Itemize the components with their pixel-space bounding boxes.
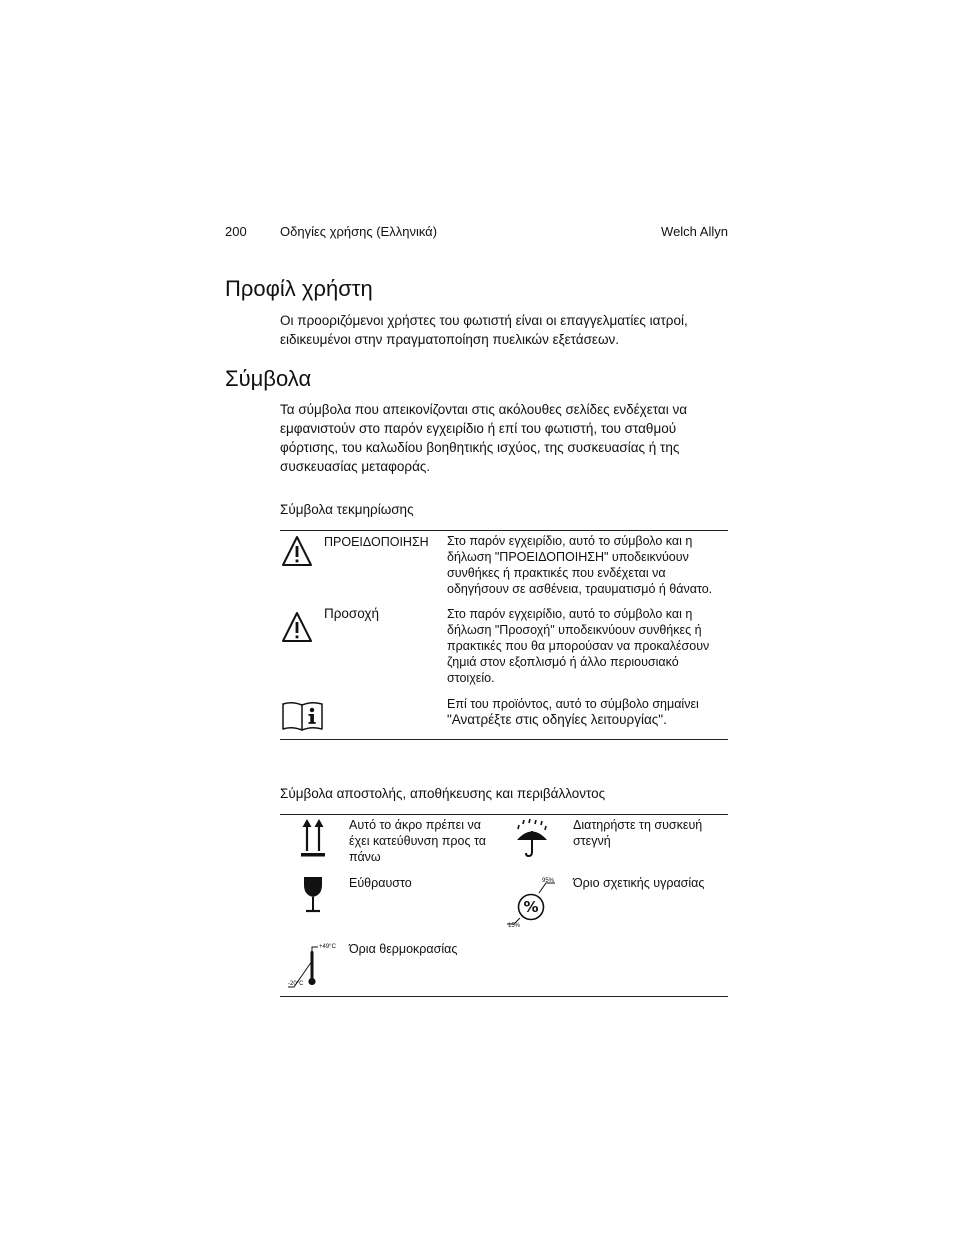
page-number: 200 xyxy=(225,224,247,239)
section-title-symbols: Σύμβολα xyxy=(225,366,312,391)
this-way-up-icon xyxy=(299,818,327,858)
shipping-symbols-caption: Σύμβολα αποστολής, αποθήκευσης και περιβάλλοντος xyxy=(280,786,606,801)
documentation-symbols-caption: Σύμβολα τεκμηρίωσης xyxy=(280,502,414,517)
description-line: οδηγήσουν σε ασθένεια, τραυματισμό ή θάνατο. xyxy=(447,582,713,596)
brand-name: Welch Allyn xyxy=(661,224,728,239)
section-title-user-profile: Προφίλ χρήστη xyxy=(225,276,373,301)
document-title: Οδηγίες χρήσης (Ελληνικά) xyxy=(280,224,438,239)
symbol-description-keep-dry xyxy=(573,817,723,849)
symbol-description-temperature: Όρια θερμοκρασίας xyxy=(349,942,458,956)
humidity-upper-limit: 95% xyxy=(542,878,555,884)
symbols-intro-paragraph xyxy=(280,400,730,476)
symbol-description-this-way-up xyxy=(349,817,499,865)
thermometer-icon xyxy=(286,941,342,991)
paragraph-line: Οι προοριζόμενοι χρήστες του φωτιστή είναι οι επαγγελματίες ιατροί, xyxy=(280,313,688,328)
description-line: πρακτικές που θα μπορούσαν να προκαλέσουν xyxy=(447,639,710,653)
description-line: έχει κατεύθυνση προς τα xyxy=(349,834,486,848)
description-line: πάνω xyxy=(349,850,381,864)
description-line: στοιχείο. xyxy=(447,671,495,685)
description-line: συνθήκες ή πρακτικές που ενδέχεται να xyxy=(447,566,666,580)
description-line: Στο παρόν εγχειρίδιο, αυτό το σύμβολο και η xyxy=(447,534,693,548)
description-line: στεγνή xyxy=(573,834,611,848)
svg-text:%: % xyxy=(523,898,539,916)
umbrella-icon xyxy=(514,818,550,858)
temperature-upper-limit: +49°C xyxy=(319,944,336,950)
description-line: Στο παρόν εγχειρίδιο, αυτό το σύμβολο και η xyxy=(447,607,693,621)
table-top-rule xyxy=(280,814,728,815)
user-profile-paragraph xyxy=(280,311,730,349)
symbol-label-warning: ΠΡΟΕΙΔΟΠΟΙΗΣΗ xyxy=(324,535,429,549)
symbol-label-caution: Προσοχή xyxy=(324,606,380,621)
paragraph-line: Τα σύμβολα που απεικονίζονται στις ακόλουθες σελίδες ενδέχεται να xyxy=(280,402,688,417)
table-top-rule xyxy=(280,530,728,531)
description-line: Διατηρήστε τη συσκευή xyxy=(573,818,703,832)
warning-triangle-icon xyxy=(281,535,313,567)
symbol-description-warning xyxy=(447,533,727,597)
paragraph-line: εμφανιστούν στο παρόν εγχειρίδιο ή επί του φωτιστή, του σταθμού xyxy=(280,421,677,436)
humidity-lower-limit: 15% xyxy=(508,923,521,929)
paragraph-line: φόρτισης, του καλωδίου βοηθητικής ισχύος, της συσκευασίας ή της xyxy=(280,440,680,455)
humidity-limit-icon xyxy=(505,876,561,932)
description-line: Επί του προϊόντος, αυτό το σύμβολο σημαίνει xyxy=(447,697,699,711)
symbol-description-fragile: Εύθραυστο xyxy=(349,876,412,890)
symbol-description-caution xyxy=(447,606,727,686)
consult-instructions-icon xyxy=(281,700,325,732)
paragraph-line: συσκευασίας μεταφοράς. xyxy=(280,459,431,474)
symbol-description-humidity: Όριο σχετικής υγρασίας xyxy=(573,876,705,890)
table-bottom-rule xyxy=(280,996,728,997)
caution-triangle-icon xyxy=(281,611,313,643)
fragile-glass-icon xyxy=(302,876,324,914)
description-line: δήλωση "Προσοχή" υποδεικνύουν συνθήκες ή xyxy=(447,623,702,637)
temperature-lower-limit: -20°C xyxy=(288,981,304,987)
description-line: Αυτό το άκρο πρέπει να xyxy=(349,818,481,832)
description-line: δήλωση "ΠΡΟΕΙΔΟΠΟΙΗΣΗ" υποδεικνύουν xyxy=(447,550,689,564)
description-line: "Ανατρέξτε στις οδηγίες λειτουργίας". xyxy=(447,712,667,727)
symbol-description-consult-instructions xyxy=(447,696,727,728)
table-bottom-rule xyxy=(280,739,728,740)
description-line: ζημιά στον εξοπλισμό ή άλλο περιουσιακό xyxy=(447,655,679,669)
paragraph-line: ειδικευμένοι στην πραγματοποίηση πυελικών εξετάσεων. xyxy=(280,332,619,347)
